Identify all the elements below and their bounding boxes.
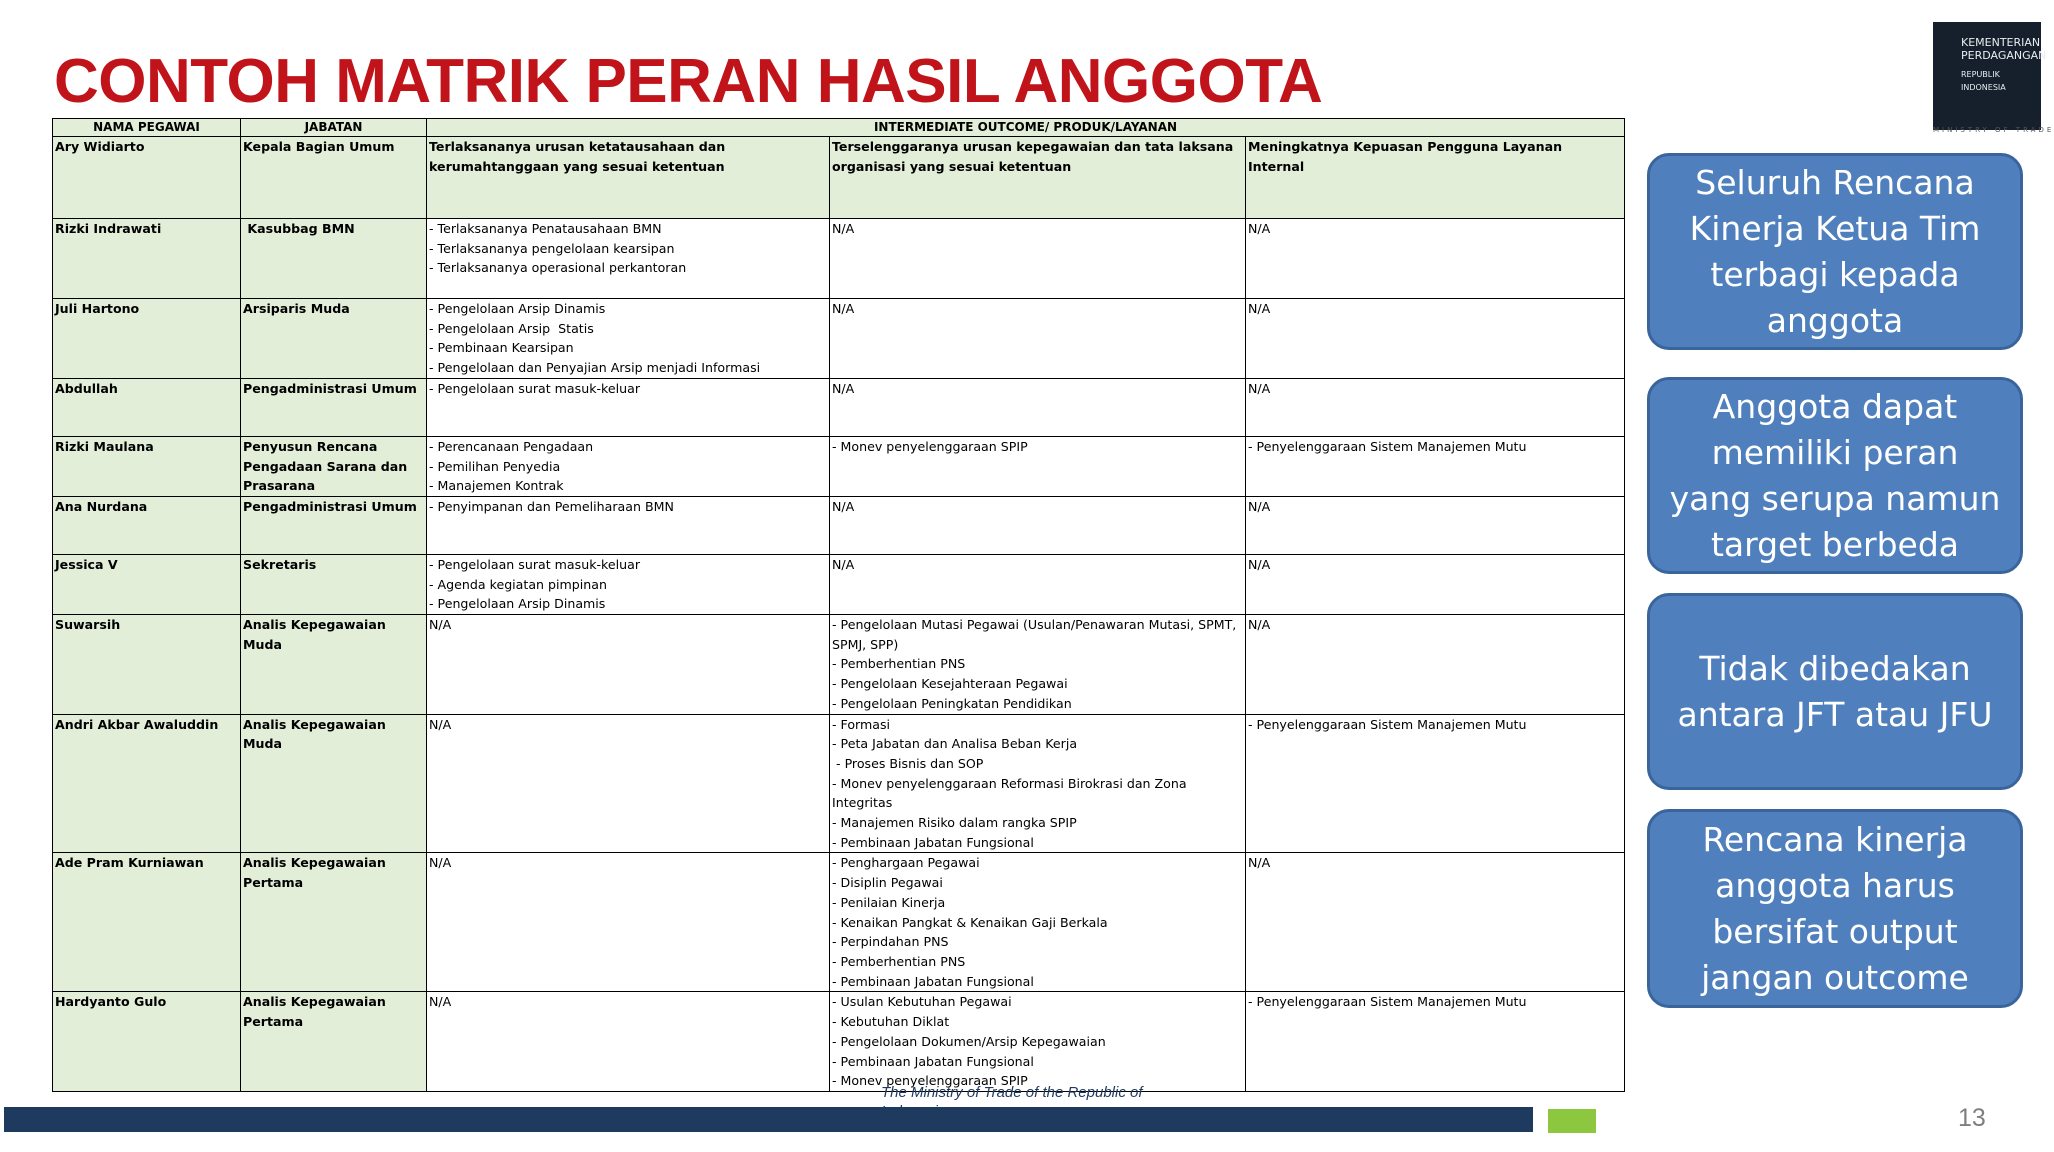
position-cell-text: Pengadministrasi Umum (243, 498, 417, 514)
outcome-hr-cell (830, 137, 1246, 219)
outcome-admin-cell (427, 378, 830, 436)
outcome-satisfaction-cell (1246, 992, 1625, 1092)
outcome-hr-cell-text: - Usulan Kebutuhan Pegawai - Kebutuhan Diklat - Pengelolaan Dokumen/Arsip Kepegawaian - Pembinaan Jabatan Fungsional - Monev penyelenggaraan SPIP (832, 994, 1106, 1089)
outcome-satisfaction-cell-text: N/A (1248, 617, 1271, 633)
employee-name-cell (53, 137, 241, 219)
outcome-satisfaction-cell (1246, 615, 1625, 715)
header-name: NAMA PEGAWAI (53, 119, 241, 137)
table-row (53, 554, 1625, 614)
position-cell (241, 853, 427, 992)
outcome-hr-cell-text: N/A (832, 498, 855, 514)
outcome-admin-cell (427, 714, 830, 853)
footer-accent (1548, 1109, 1596, 1133)
logo-line-2: PERDAGANGAN (1961, 49, 2047, 62)
position-cell-text: Analis Kepegawaian Pertama (243, 855, 391, 891)
position-cell (241, 496, 427, 554)
table-row (53, 137, 1625, 219)
callout-box-4 (1647, 809, 2023, 1008)
table-body (53, 137, 1625, 1092)
outcome-hr-cell (830, 554, 1246, 614)
outcome-admin-cell (427, 496, 830, 554)
outcome-satisfaction-cell (1246, 378, 1625, 436)
outcome-admin-cell (427, 992, 830, 1092)
outcome-satisfaction-cell (1246, 554, 1625, 614)
table-row (53, 615, 1625, 715)
position-cell (241, 554, 427, 614)
outcome-hr-cell-text: - Pengelolaan Mutasi Pegawai (Usulan/Penawaran Mutasi, SPMT, SPMJ, SPP) - Pemberhentian PNS - Pengelolaan Kesejahteraan Pegawai - Pengelolaan Peningkatan Pendidikan (832, 617, 1237, 711)
outcome-hr-cell (830, 496, 1246, 554)
footer-bar (4, 1107, 1533, 1132)
table-row (53, 299, 1625, 379)
outcome-satisfaction-cell (1246, 299, 1625, 379)
employee-name-cell-text: Suwarsih (55, 617, 121, 633)
outcome-satisfaction-cell (1246, 714, 1625, 853)
position-cell-text: Penyusun Rencana Pengadaan Sarana dan Prasarana (243, 438, 412, 494)
outcome-admin-cell (427, 554, 830, 614)
outcome-hr-cell (830, 714, 1246, 853)
outcome-admin-cell (427, 615, 830, 715)
outcome-hr-cell-text: - Formasi - Peta Jabatan dan Analisa Beban Kerja - Proses Bisnis dan SOP - Monev penyelenggaraan Reformasi Birokrasi dan Zona Integritas - Manajemen Risiko dalam rangka SPIP - Pembinaan Jabatan Fungsional (832, 716, 1187, 850)
outcome-admin-cell-text: N/A (429, 716, 452, 732)
position-cell-text: Analis Kepegawaian Muda (243, 617, 391, 652)
position-cell (241, 137, 427, 219)
position-cell-text: Kepala Bagian Umum (243, 139, 395, 154)
logo-line-1: KEMENTERIAN (1961, 36, 2041, 49)
table-row (53, 714, 1625, 853)
employee-name-cell (53, 615, 241, 715)
outcome-hr-cell (830, 853, 1246, 992)
outcome-admin-cell-text: - Pengelolaan Arsip Dinamis - Pengelolaan Arsip Statis - Pembinaan Kearsipan - Pengelolaan dan Penyajian Arsip menjadi Informasi (429, 301, 761, 376)
outcome-satisfaction-cell-text: - Penyelenggaraan Sistem Manajemen Mutu (1248, 438, 1527, 454)
outcome-satisfaction-cell-text: N/A (1248, 301, 1271, 316)
outcome-satisfaction-cell (1246, 853, 1625, 992)
employee-name-cell (53, 992, 241, 1092)
outcome-admin-cell (427, 299, 830, 379)
callout-text-2: Anggota dapat memiliki peran yang serupa namun target berbeda (1669, 386, 2001, 564)
outcome-admin-cell (427, 436, 830, 496)
outcome-satisfaction-cell-text: N/A (1248, 498, 1271, 514)
employee-name-cell (53, 853, 241, 992)
employee-name-cell-text: Jessica V (55, 556, 118, 572)
employee-name-cell-text: Rizki Indrawati (55, 221, 162, 236)
table-row (53, 219, 1625, 299)
outcome-admin-cell-text: - Pengelolaan surat masuk-keluar (429, 380, 641, 396)
outcome-satisfaction-cell (1246, 219, 1625, 299)
position-cell-text: Analis Kepegawaian Muda (243, 716, 391, 752)
employee-name-cell (53, 219, 241, 299)
outcome-satisfaction-cell (1246, 496, 1625, 554)
outcome-satisfaction-cell-text: Meningkatnya Kepuasan Pengguna Layanan Internal (1248, 139, 1567, 174)
outcome-admin-cell-text: - Terlaksananya Penatausahaan BMN - Terlaksananya pengelolaan kearsipan - Terlaksananya operasional perkantoran (429, 221, 687, 276)
position-cell-text: Kasubbag BMN (243, 221, 355, 236)
role-matrix-table (52, 118, 1625, 1092)
outcome-admin-cell-text: N/A (429, 617, 452, 633)
ministry-logo (1933, 22, 2047, 130)
outcome-admin-cell-text: - Pengelolaan surat masuk-keluar - Agenda kegiatan pimpinan - Pengelolaan Arsip Dinamis (429, 556, 641, 612)
employee-name-cell (53, 714, 241, 853)
callout-text-3: Tidak dibedakan antara JFT atau JFU (1677, 648, 1993, 734)
table-row (53, 436, 1625, 496)
logo-tagline: MINISTRY OF TRADE (1933, 126, 2054, 134)
callout-box-2 (1647, 377, 2023, 574)
outcome-satisfaction-cell-text: - Penyelenggaraan Sistem Manajemen Mutu (1248, 994, 1527, 1010)
outcome-admin-cell-text: - Penyimpanan dan Pemeliharaan BMN (429, 498, 674, 514)
outcome-satisfaction-cell-text: N/A (1248, 855, 1271, 871)
outcome-hr-cell-text: N/A (832, 301, 855, 316)
outcome-hr-cell (830, 378, 1246, 436)
employee-name-cell-text: Andri Akbar Awaluddin (55, 716, 219, 732)
outcome-hr-cell-text: Terselenggaranya urusan kepegawaian dan tata laksana organisasi yang sesuai ketentuan (832, 139, 1238, 174)
position-cell (241, 714, 427, 853)
table-row (53, 496, 1625, 554)
outcome-satisfaction-cell-text: N/A (1248, 556, 1271, 572)
outcome-hr-cell (830, 615, 1246, 715)
callout-box-3 (1647, 593, 2023, 790)
callout-text-4: Rencana kinerja anggota harus bersifat output jangan outcome (1701, 819, 1969, 997)
position-cell (241, 378, 427, 436)
outcome-hr-cell-text: - Monev penyelenggaraan SPIP (832, 438, 1028, 454)
slide-title: CONTOH MATRIK PERAN HASIL ANGGOTA (54, 47, 1323, 116)
employee-name-cell (53, 378, 241, 436)
table-row (53, 853, 1625, 992)
outcome-hr-cell-text: - Penghargaan Pegawai - Disiplin Pegawai - Penilaian Kinerja - Kenaikan Pangkat & Kenaikan Gaji Berkala - Perpindahan PNS - Pemberhentian PNS - Pembinaan Jabatan Fungsional (832, 855, 1108, 989)
position-cell (241, 615, 427, 715)
employee-name-cell-text: Ary Widiarto (55, 139, 145, 154)
outcome-hr-cell-text: N/A (832, 380, 855, 396)
position-cell (241, 436, 427, 496)
header-position: JABATAN (241, 119, 427, 137)
page-number: 13 (1958, 1104, 1986, 1132)
outcome-hr-cell (830, 992, 1246, 1092)
position-cell-text: Analis Kepegawaian Pertama (243, 994, 391, 1030)
outcome-admin-cell (427, 137, 830, 219)
outcome-admin-cell (427, 219, 830, 299)
employee-name-cell (53, 436, 241, 496)
employee-name-cell-text: Rizki Maulana (55, 438, 154, 454)
outcome-hr-cell (830, 436, 1246, 496)
position-cell-text: Pengadministrasi Umum (243, 380, 417, 396)
header-outcome: INTERMEDIATE OUTCOME/ PRODUK/LAYANAN (427, 119, 1625, 137)
outcome-satisfaction-cell-text: N/A (1248, 221, 1271, 236)
employee-name-cell (53, 554, 241, 614)
outcome-admin-cell-text: Terlaksananya urusan ketatausahaan dan kerumahtanggaan yang sesuai ketentuan (429, 139, 730, 174)
logo-line-3: REPUBLIK INDONESIA (1961, 70, 2006, 92)
outcome-satisfaction-cell (1246, 436, 1625, 496)
position-cell (241, 299, 427, 379)
outcome-satisfaction-cell-text: N/A (1248, 380, 1271, 396)
position-cell-text: Sekretaris (243, 556, 317, 572)
employee-name-cell-text: Ade Pram Kurniawan (55, 855, 204, 871)
employee-name-cell (53, 496, 241, 554)
footer-text: The Ministry of Trade of the Republic of (881, 1084, 1143, 1101)
position-cell (241, 219, 427, 299)
employee-name-cell-text: Ana Nurdana (55, 498, 148, 514)
outcome-hr-cell-text: N/A (832, 221, 855, 236)
position-cell (241, 992, 427, 1092)
outcome-satisfaction-cell-text: - Penyelenggaraan Sistem Manajemen Mutu (1248, 716, 1527, 732)
table-row (53, 378, 1625, 436)
employee-name-cell-text: Hardyanto Gulo (55, 994, 167, 1010)
outcome-admin-cell-text: - Perencanaan Pengadaan - Pemilihan Penyedia - Manajemen Kontrak (429, 438, 594, 494)
outcome-admin-cell (427, 853, 830, 992)
employee-name-cell-text: Juli Hartono (55, 301, 140, 316)
callout-text-1: Seluruh Rencana Kinerja Ketua Tim terbagi kepada anggota (1689, 162, 1981, 340)
outcome-hr-cell (830, 219, 1246, 299)
outcome-admin-cell-text: N/A (429, 994, 452, 1010)
table-row (53, 992, 1625, 1092)
position-cell-text: Arsiparis Muda (243, 301, 350, 316)
employee-name-cell-text: Abdullah (55, 380, 118, 396)
outcome-admin-cell-text: N/A (429, 855, 452, 871)
table-header-row (53, 119, 1625, 137)
outcome-hr-cell (830, 299, 1246, 379)
callout-box-1 (1647, 153, 2023, 350)
outcome-hr-cell-text: N/A (832, 556, 855, 572)
employee-name-cell (53, 299, 241, 379)
outcome-satisfaction-cell (1246, 137, 1625, 219)
